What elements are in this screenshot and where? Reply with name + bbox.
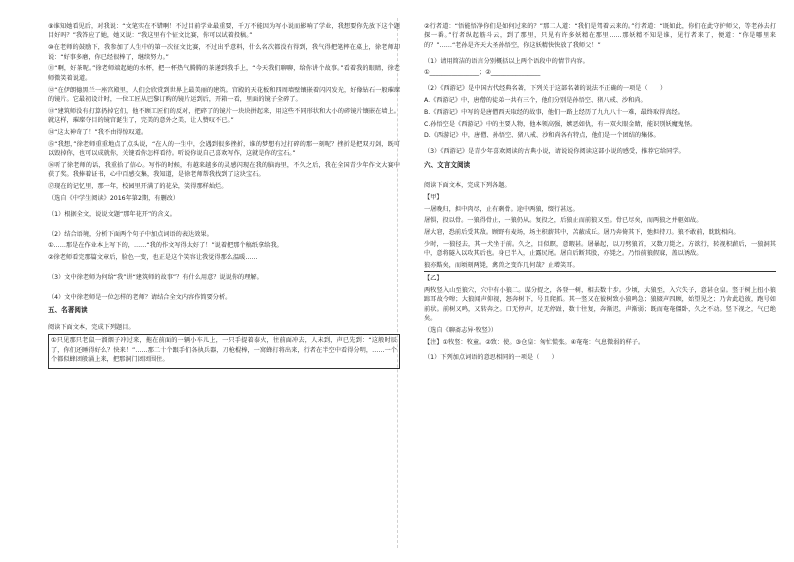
yi-label: 【乙】 xyxy=(424,274,443,282)
jia-para-3: 屠大窘，恐前后受其敌。顾野有麦场，场主积薪其中，苫蔽成丘。屠乃奔倚其下，弛担持刀。狼不敢前，眈眈相向。 xyxy=(424,229,740,237)
question-wyw-1: （1）下列加点词语的意思相同的一项是（ ） xyxy=(424,354,558,362)
jia-para-1: 一屠晚归，担中肉尽，止有剩骨。途中两狼，缀行甚远。 xyxy=(424,205,579,213)
question-2-sentence-1: ①……那是在作业本上写下的，……“我的作文写得太好了！”说着把那个稿纸拿给我。 xyxy=(48,242,283,250)
option-a: A.《西游记》中，唐僧的徒弟一共有三个，他们分别是孙悟空、猪八戒、沙和尚。 xyxy=(424,97,647,104)
jia-label: 【甲】 xyxy=(424,193,443,201)
section-5-title: 五、名著阅读 xyxy=(48,306,88,315)
paragraph-10: ⑩在老师的鼓励下，我参加了人生中的第一次征文比赛，不过出乎意料，什么名次都没有得到，我气得把笔摔在桌上，徐老师却说：“好事多磨，你已经很棒了，继续努力。” xyxy=(48,44,400,61)
option-b: B.《西游记》中写的是唐僧西天取经的故事，他们一路上经历了九九八十一难，最终取得真经。 xyxy=(424,108,684,116)
passage-2: ②行者道：“悟能悟净你们是如何过来的？”那二人道：“我们是驾着云来的。”行者道：“既如此，你们在此守护师父，等老孙去打探一番。”行者纵起筋斗云，到了那里，只见有许多妖精在那里……那妖精不知是谁，见行者来了，便道：“你是哪里来的？”……“老孙是齐天大圣孙悟空，你这妖精快快放了我师父！” xyxy=(424,23,776,49)
left-column xyxy=(48,22,400,372)
passage-box xyxy=(48,334,400,369)
paragraph-15: ⑮“我想，”徐老师重重地点了点头说，“在人的一生中，会遇到很多挫折，谁的梦想有过打碎的那一刻呢？挫折是把双刃剑，既可以毁掉你，也可以成就你，关键看你怎样看待。听说你说自己喜欢写作，这就是你的宝石。” xyxy=(48,140,400,158)
passage-1: ①只见那只老鼠一溜烟子冲过来，拖在前面的一辆小车儿上，一只手提着泰火，往前面冲去，人未到，声已先到：“这般时辰了，你们还睡得好么？快来！”……那二十个跟手们各执兵器，刀枪棍棒，一窝蜂打将出来，行者在半空中看得分明，……一个个都似蜂团般涌上来，把那洞门团团围住。 xyxy=(51,337,397,364)
jia-para-4: 少时，一狼径去，其一犬坐于前。久之，目似瞑，意暇甚。屠暴起，以刀劈狼首，又数刀毙之。方欲行，转视积薪后，一狼洞其中，意将隧入以攻其后也。身已半入，止露尻尾。屠自后断其股，亦毙之。乃悟前狼假寐，盖以诱敌。 xyxy=(424,240,776,258)
yi-source: （选自《聊斋志异·牧竖》） xyxy=(424,326,498,334)
paragraph-17: ⑰现在的记忆里，那一年，校园里开满了的花朵，笑得那样灿烂。 xyxy=(48,183,228,191)
paragraph-11: ⑪“啊，好茶呢。”徐老师端起她的水杯，把一杯热气腾腾的茶递到我手上，“今天我们聊聊，给你讲个故事。”看着我的眼睛，徐老师微笑着说道。 xyxy=(48,65,400,82)
paragraph-12: ⑫“在伊朗德黑兰一座宫殿里，人们会欣赏到世界上最美丽的建筑。宫殿的天花板和四周墙壁镶嵌着闪闪发光，好像钻石一般璀璨的镜片。它最初设计时，一位工匠从巴黎订购的镜片运到后，开箱一看，里面的镜子全碎了。 xyxy=(48,86,400,104)
option-c: C.孙悟空是《西游记》中的主要人物，他本领高强，嫉恶如仇，有一双火眼金睛，能识别妖魔鬼怪。 xyxy=(424,120,697,128)
right-column xyxy=(424,22,776,365)
question-xyj-1: （1）请用简洁的语言分别概括以上两个语段中的情节内容。 xyxy=(424,57,589,65)
question-2: （2）结合语境，分析下面两个句子中加点词语的表达效果。 xyxy=(48,230,213,238)
question-xyj-1-blanks: ①________________；②________________ xyxy=(424,69,541,77)
yi-text: 两牧竖入山至狼穴，穴中有小狼二。谋分捉之，各登一树，相去数十步。少顷，大狼至，入穴失子，意甚仓皇。竖于树上扭小狼蹄耳故令嗥；大狼闻声仰视，怒奔树下，号且爬抓。其一竖又在彼树致小狼鸣急；狼辍声四顾，始望见之；乃舍此趋彼，跑号如前状。前树又鸣，又转奔之。口无停声，足无停趾，数十往复，奔渐迟，声渐弱；既而奄奄僵卧，久之不动。竖下视之，气已绝矣。 xyxy=(424,286,776,322)
question-xyj-3: （3）《西游记》是青少年喜欢阅读的古典小说，请说说你阅读这部小说的感受，推荐它给同学。 xyxy=(424,148,685,156)
option-d: D.《西游记》中，唐僧、孙悟空、猪八戒、沙和尚各有特点，他们是一个团结的集体。 xyxy=(424,132,660,140)
jia-para-2: 屠惧，投以骨。一狼得骨止，一狼仍从。复投之，后狼止而前狼又至。骨已尽矣，而两狼之并驱如故。 xyxy=(424,217,703,225)
question-xyj-2: （2）《西游记》是中国古代经典名著，下列关于这部名著的说法不正确的一项是（ ） xyxy=(424,85,667,93)
section-6-title: 六、文言文阅读 xyxy=(424,160,471,169)
annotations: 【注】①牧竖：牧童。②致：使。③仓皇：匆忙慌张。④奄奄：气息微弱的样子。 xyxy=(424,338,645,346)
section-5-intro: 阅读下面文本，完成下列题目。 xyxy=(48,323,135,331)
question-4: （4）文中徐老师是一位怎样的老师？请结合全文内容作简要分析。 xyxy=(48,293,232,301)
jia-para-5: 狼亦黠矣，而顷刻两毙，禽兽之变诈几何哉？止增笑耳。 xyxy=(424,261,776,271)
source-note: （选自《中学生阅读》2016年第2期，有删改） xyxy=(48,195,180,203)
section-6-intro: 阅读下面文本，完成下列各题。 xyxy=(424,182,511,189)
paragraph-16: ⑯听了徐老师的话，我重拾了信心。写作的时候，有越来越多的灵感闪现在我的脑海里，不久之后，我在全国青少年作文大赛中获了奖。我捧着证书，心中百感交集，我知道，是徐老师帮我找到了这块宝石。 xyxy=(48,162,400,179)
paragraph-9: ⑨谁知她看见后，对我说：“文笔实在不错啊！不过目前学业最重要，千万不能因为写小说而影响了学业，我想要你先放下这个题目好吗？”我答应了她，她又说：“我这里有个征文比赛，你可以试着投稿。” xyxy=(48,23,400,40)
question-1: （1）根据全文，说说文题“那年花开”的含义。 xyxy=(48,210,176,218)
paragraph-14: ⑭“这太神奇了！”我不由得惊叹道。 xyxy=(48,129,148,137)
question-3: （3）文中徐老师为何给“我”讲“建筑师的故事”？有什么用意？说说你的理解。 xyxy=(48,274,263,281)
question-2-sentence-2: ②徐老师看完那篇文章后，脸色一变，也正是这个笑容让我觉得那么温暖…… xyxy=(48,254,258,262)
paragraph-13: ⑬“建筑师没有打算扔掉它们，他不顾工匠们的反对，把碎了的镜片一块块拼起来，用这些不同形状和大小的碎镜片镶嵌在墙上。就这样，璀璨夺目的镜宫诞生了，完美的意外之美，让人赞叹不已。” xyxy=(48,107,400,125)
